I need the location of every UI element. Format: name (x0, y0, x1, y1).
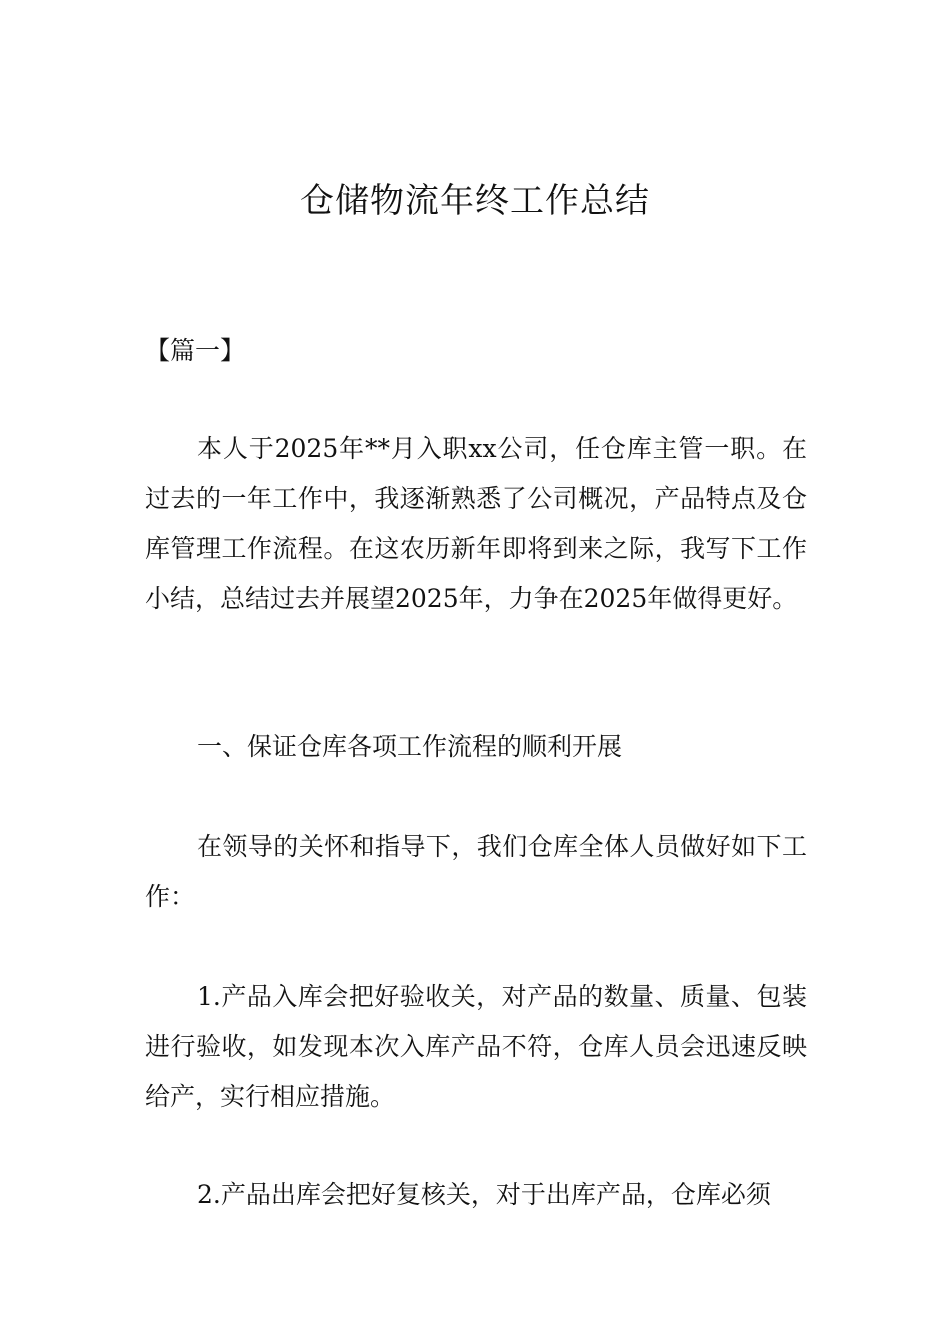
body-paragraph: 在领导的关怀和指导下，我们仓库全体人员做好如下工作： (145, 832, 807, 911)
intro-paragraph: 本人于2025年**月入职xx公司，任仓库主管一职。在过去的一年工作中，我逐渐熟悉了公司概况，产品特点及仓库管理工作流程。在这农历新年即将到来之际，我写下工作小结，总结过去并展望2025年，力争在2025年做得更好。 (145, 434, 807, 613)
list-item-2: 2.产品出库会把好复核关，对于出库产品，仓库必须 (197, 1180, 771, 1209)
document-title: 仓储物流年终工作总结 (300, 181, 650, 221)
list-item-1: 1.产品入库会把好验收关，对产品的数量、质量、包装进行验收，如发现本次入库产品不符，仓库人员会迅速反映给产，实行相应措施。 (145, 982, 807, 1111)
section-label: 【篇一】 (145, 336, 246, 365)
section-heading: 一、保证仓库各项工作流程的顺利开展 (197, 732, 623, 761)
